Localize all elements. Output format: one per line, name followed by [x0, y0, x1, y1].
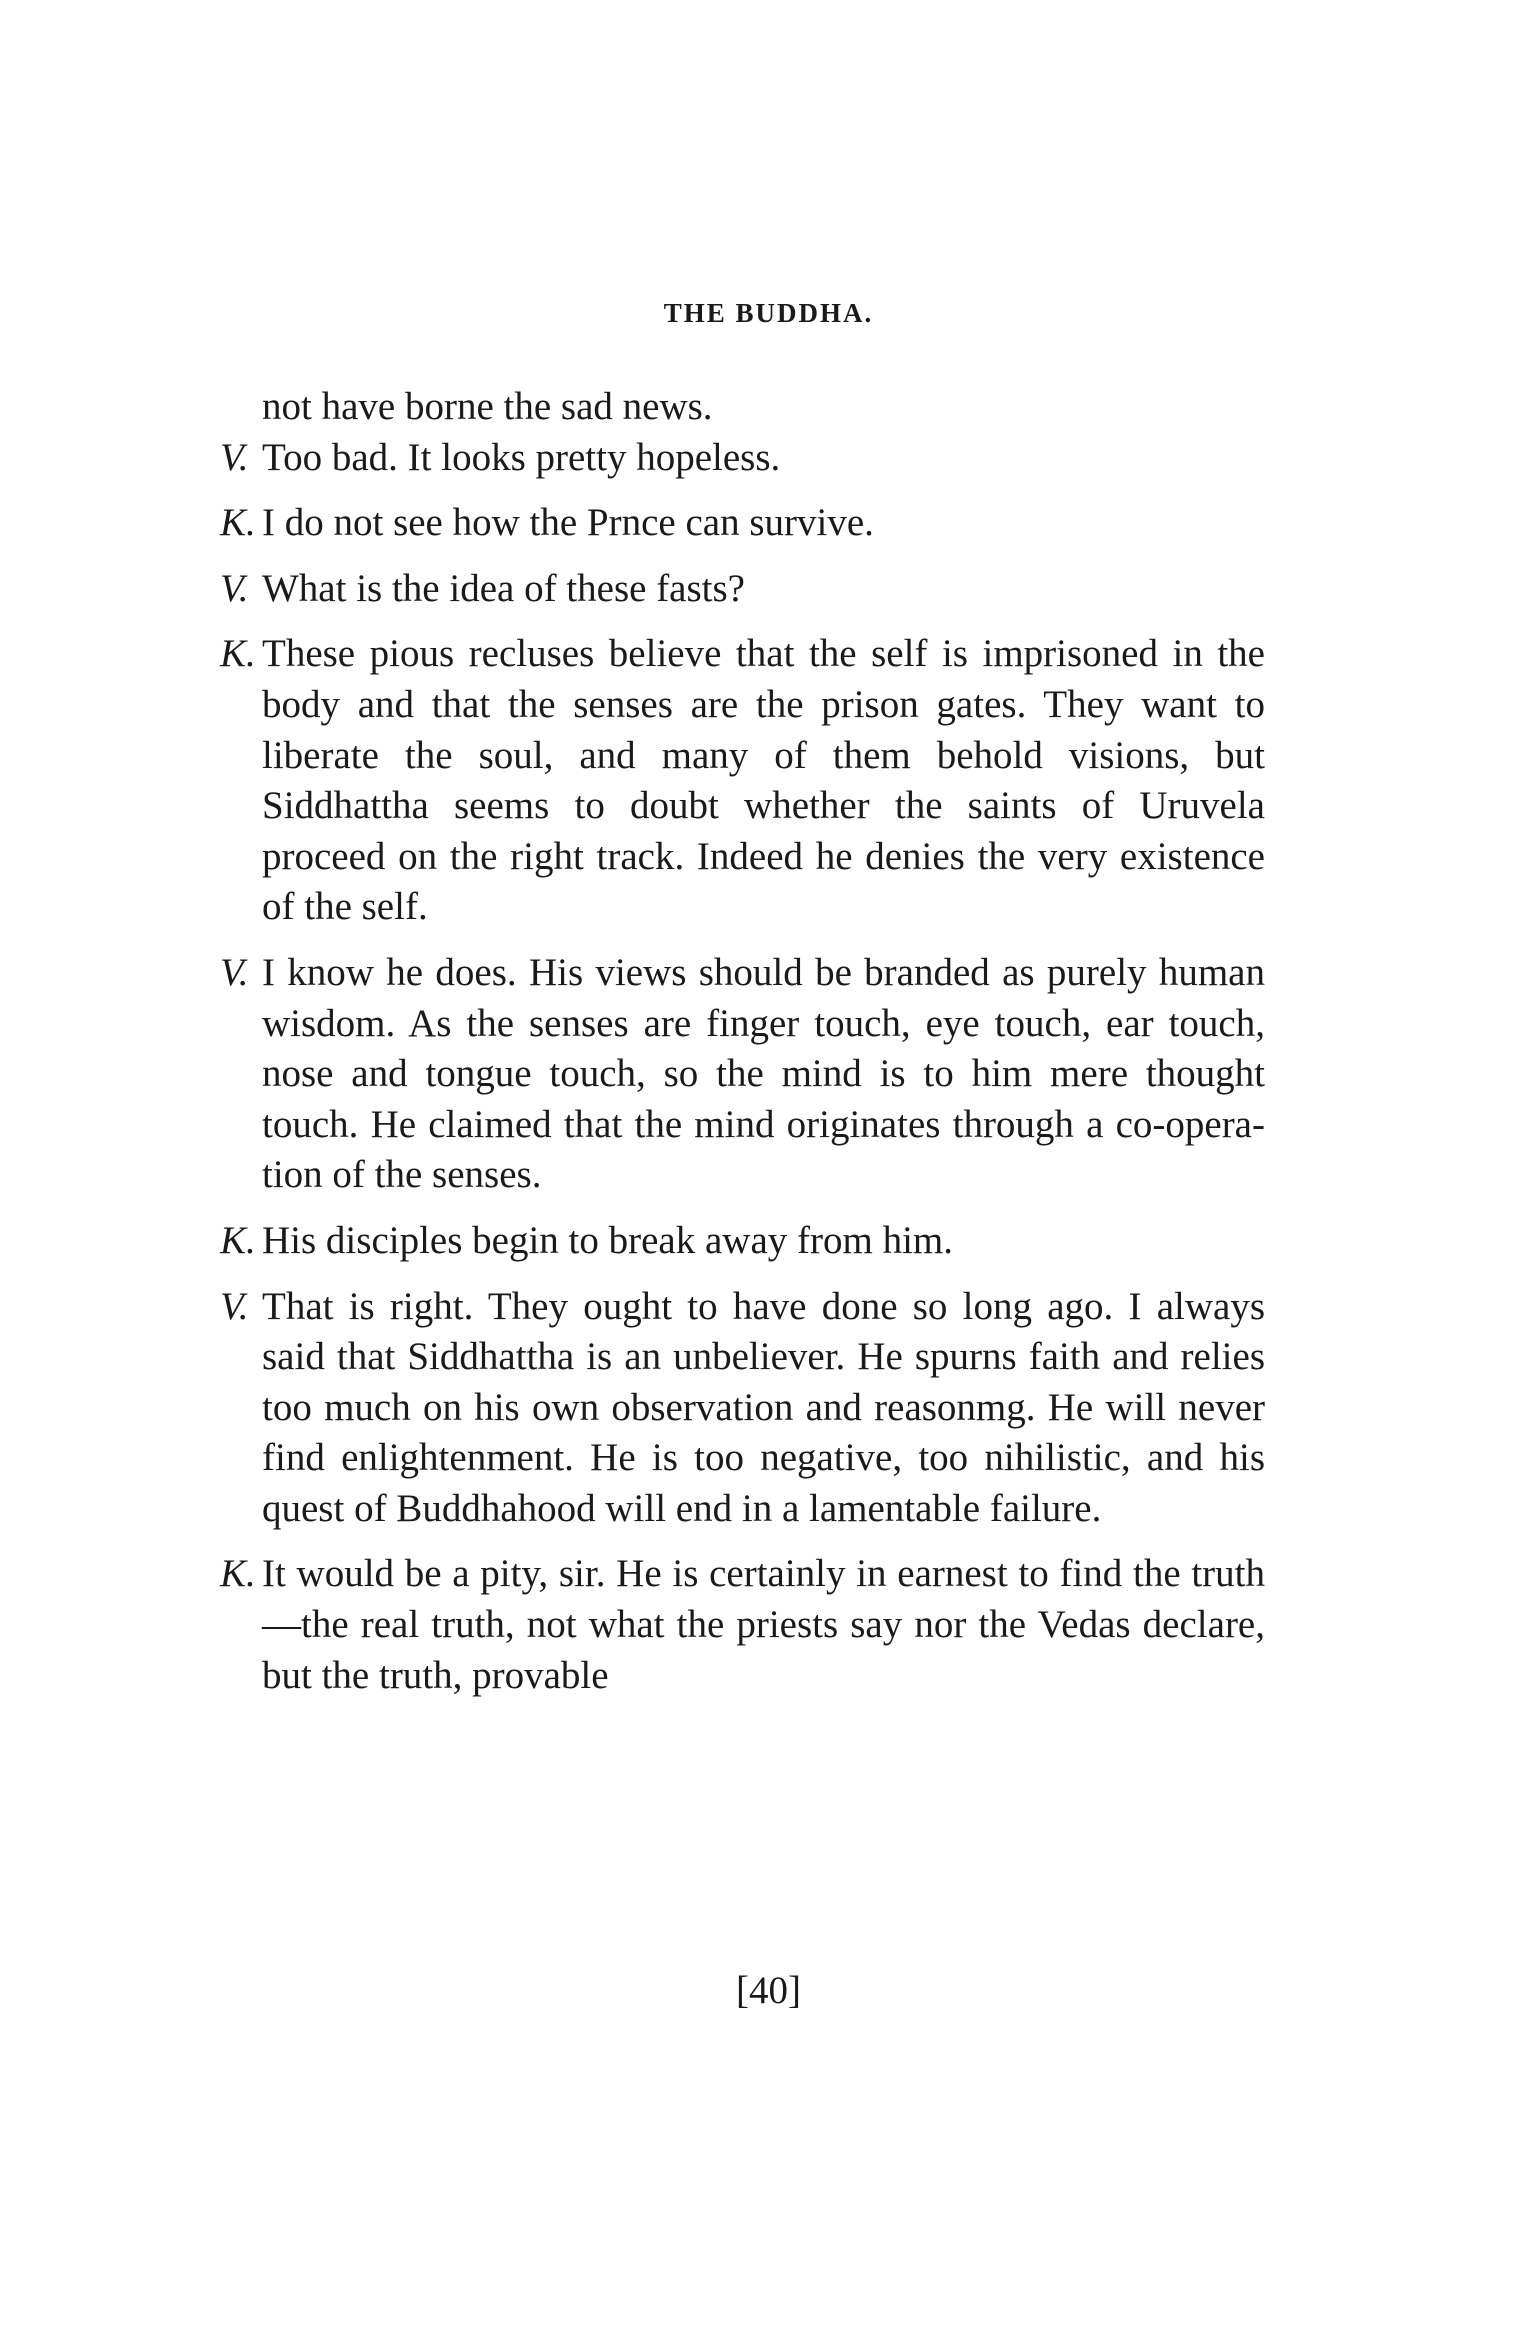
speaker-label: K.	[220, 501, 256, 545]
dialogue-paragraph	[220, 564, 1265, 615]
dialogue-text	[220, 382, 1265, 1701]
paragraph-text: That is right. They ought to have done so long ago. I always said that Siddhattha is an unbeliever. He spurns faith and relies too much on his own observation and reasonmg. He will never find enlightenment. He is too negative, too nihilistic, and his quest of Buddhahood will end in a lamentable failure.	[262, 1284, 1265, 1530]
dialogue-paragraph	[220, 1549, 1265, 1701]
speaker-label: V.	[220, 435, 249, 479]
paragraph-text: I do not see how the Prnce can survive.	[262, 501, 874, 545]
dialogue-paragraph	[220, 629, 1265, 933]
speaker-label: K.	[220, 632, 256, 676]
dialogue-paragraph	[220, 498, 1265, 549]
dialogue-paragraph	[220, 948, 1265, 1201]
paragraph-text: Too bad. It looks pretty hopeless.	[262, 435, 781, 479]
dialogue-paragraph	[220, 1216, 1265, 1267]
paragraph-text: His disciples begin to break away from him.	[262, 1218, 954, 1262]
speaker-label: K.	[220, 1552, 256, 1596]
paragraph-text: It would be a pity, sir. He is certainly in earnest to find the truth—the real truth, not what the priests say nor the Vedas declare, but the truth, provable	[262, 1552, 1265, 1697]
dialogue-paragraph	[220, 382, 1265, 433]
dialogue-paragraph	[220, 433, 1265, 484]
paragraph-text: These pious recluses believe that the self is imprisoned in the body and that the senses are the prison gates. They want to liberate the soul, and many of them behold visions, but Siddhattha seems to doubt whether the saints of Uruvela proceed on the right track. Indeed he denies the very existence of the self.	[262, 632, 1265, 929]
speaker-label: K.	[220, 1218, 256, 1262]
speaker-label: V.	[220, 1284, 249, 1328]
dialogue-paragraph	[220, 1282, 1265, 1535]
speaker-label: V.	[220, 950, 249, 994]
paragraph-text: What is the idea of these fasts?	[262, 566, 745, 610]
running-head: THE BUDDHA.	[663, 298, 874, 328]
paragraph-text: not have borne the sad news.	[262, 385, 713, 428]
paragraph-text: I know he does. His views should be branded as purely human wisdom. As the senses are finger touch, eye touch, ear touch, nose and tongue touch, so the mind is to him mere thought touch. He claimed that the mind originates through a co-operation of the senses.	[262, 950, 1265, 1197]
speaker-label: V.	[220, 566, 249, 610]
page-number: [40]	[736, 1969, 801, 2012]
